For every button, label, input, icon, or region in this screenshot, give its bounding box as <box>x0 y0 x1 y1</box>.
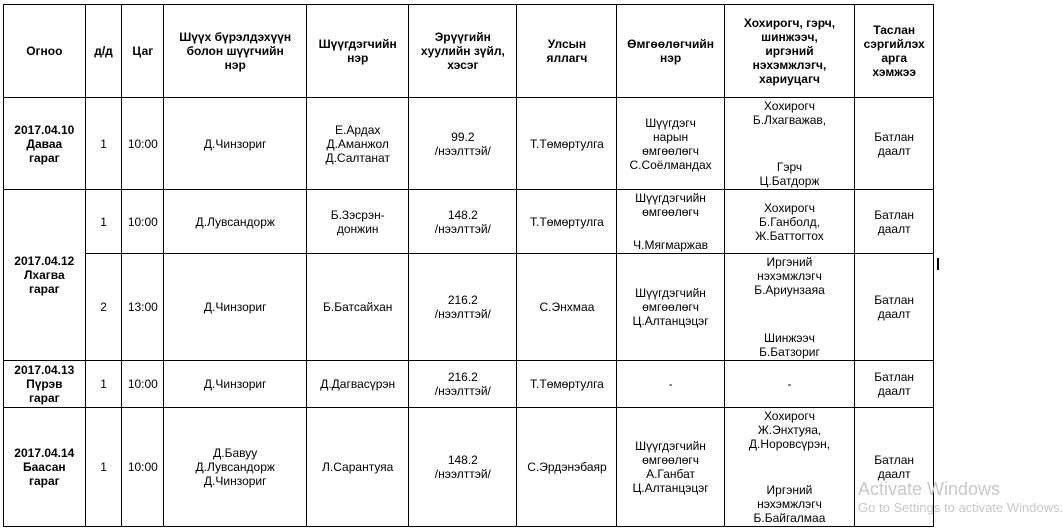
header-participants: Хохирогч, гэрч, шинжээч, иргэний нэхэмжлэгч, хариуцагч <box>724 5 855 98</box>
prosecutor-cell: С.Энхмаа <box>517 254 617 361</box>
date-cell: 2017.04.12 Лхагва гараг <box>4 190 86 361</box>
text-cursor-mark <box>937 258 939 270</box>
table-row <box>4 361 934 408</box>
prosecutor-cell: Т.Төмөртулга <box>517 190 617 254</box>
date-cell: 2017.04.13 Пүрэв гараг <box>4 361 86 408</box>
participants-cell: - <box>724 361 855 408</box>
time-cell: 10:00 <box>122 190 164 254</box>
header-defender: Өмгөөлөгчийн нэр <box>617 5 724 98</box>
number-cell: 2 <box>85 254 122 361</box>
participants-cell: Хохирогч Ж.Энхтуяа, Д.Норовсүрэн, Иргэний нэхэмжлэгч Б.Байгалмаа <box>724 408 855 527</box>
defender-cell: Шүүгдэгчийн өмгөөлөгч А.Ганбат Ц.Алтанцэцэг <box>617 408 724 527</box>
law-cell: 216.2 /нээлттэй/ <box>409 254 517 361</box>
number-cell: 1 <box>85 408 122 527</box>
watermark-subtitle: Go to Settings to activate Windows. <box>858 500 1063 515</box>
case-cell: Д.Чинзориг <box>164 361 307 408</box>
header-defendant: Шүүгдэгчийн нэр <box>307 5 409 98</box>
prosecutor-cell: Т.Төмөртулга <box>517 98 617 190</box>
time-cell: 13:00 <box>122 254 164 361</box>
participants-cell: Хохирогч Б.Лхагважав, Гэрч Ц.Батдорж <box>724 98 855 190</box>
time-cell: 10:00 <box>122 98 164 190</box>
date-cell: 2017.04.10 Даваа гараг <box>4 98 86 190</box>
law-cell: 148.2 /нээлттэй/ <box>409 408 517 527</box>
defendant-cell: Б.Зэсрэн- донжин <box>307 190 409 254</box>
time-cell: 10:00 <box>122 361 164 408</box>
law-cell: 148.2 /нээлттэй/ <box>409 190 517 254</box>
table-row <box>4 98 934 190</box>
case-cell: Д.Чинзориг <box>164 254 307 361</box>
measure-cell: Батлан даалт <box>855 98 934 190</box>
defendant-cell: Б.Батсайхан <box>307 254 409 361</box>
header-case: Шүүх бүрэлдэхүүн болон шүүгчийн нэр <box>164 5 307 98</box>
activate-windows-watermark <box>858 478 1063 516</box>
prosecutor-cell: С.Эрдэнэбаяр <box>517 408 617 527</box>
case-cell: Д.Лувсандорж <box>164 190 307 254</box>
law-cell: 216.2 /нээлттэй/ <box>409 361 517 408</box>
header-measure: Таслан сэргийлэх арга хэмжээ <box>855 5 934 98</box>
measure-cell: Батлан даалт <box>855 190 934 254</box>
defendant-cell: Е.Ардах Д.Аманжол Д.Салтанат <box>307 98 409 190</box>
header-prosecutor: Улсын яллагч <box>517 5 617 98</box>
number-cell: 1 <box>85 190 122 254</box>
number-cell: 1 <box>85 98 122 190</box>
measure-cell: Батлан даалт <box>855 254 934 361</box>
prosecutor-cell: Т.Төмөртулга <box>517 361 617 408</box>
defender-cell: Шүүгдэгч нарын өмгөөлөгч С.Соёлмандах <box>617 98 724 190</box>
defendant-cell: Л.Сарантуяа <box>307 408 409 527</box>
participants-cell: Иргэний нэхэмжлэгч Б.Ариунзаяа Шинжээч Б.Батзориг <box>724 254 855 361</box>
defender-cell: Шүүгдэгчийн өмгөөлөгч Ц.Алтанцэцэг <box>617 254 724 361</box>
case-cell: Д.Бавуу Д.Лувсандорж Д.Чинзориг <box>164 408 307 527</box>
measure-cell: Батлан даалт <box>855 361 934 408</box>
defender-cell: - <box>617 361 724 408</box>
defender-cell: Шүүгдэгчийн өмгөөлөгч Ч.Мягмаржав <box>617 190 724 254</box>
table-row <box>4 190 934 254</box>
table-row <box>4 254 934 361</box>
measure-cell: Батлан даалт <box>855 408 934 527</box>
date-cell: 2017.04.14 Баасан гараг <box>4 408 86 527</box>
header-row <box>4 5 934 98</box>
watermark-title: Activate Windows <box>858 479 1001 499</box>
court-schedule-table <box>3 4 934 527</box>
participants-cell: Хохирогч Б.Ганболд, Ж.Баттогтох <box>724 190 855 254</box>
header-time: Цаг <box>122 5 164 98</box>
header-number: д/д <box>85 5 122 98</box>
header-law: Эрүүгийн хуулийн зүйл, хэсэг <box>409 5 517 98</box>
defendant-cell: Д.Дагвасүрэн <box>307 361 409 408</box>
case-cell: Д.Чинзориг <box>164 98 307 190</box>
law-cell: 99.2 /нээлттэй/ <box>409 98 517 190</box>
time-cell: 10:00 <box>122 408 164 527</box>
header-date: Огноо <box>4 5 86 98</box>
number-cell: 1 <box>85 361 122 408</box>
table-row <box>4 408 934 527</box>
